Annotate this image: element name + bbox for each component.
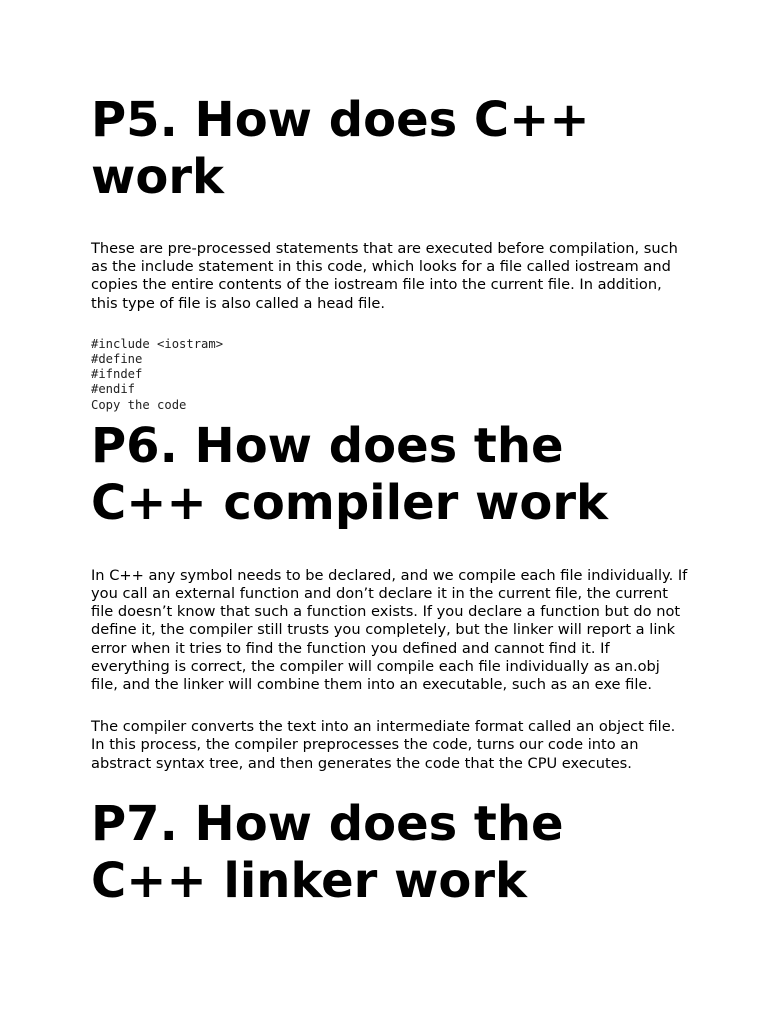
code-block bbox=[91, 337, 691, 413]
code-line: #ifndef bbox=[91, 367, 143, 382]
paragraph: The compiler converts the text into an intermediate format called an object file. In this process, the compiler preprocesses the code, turns our code into an abstract syntax tree, and then generates the code that the CPU executes. bbox=[91, 718, 676, 772]
code-line: #include <iostram> bbox=[91, 336, 224, 351]
copy-code-label: Copy the code bbox=[91, 397, 187, 412]
code-line: #define bbox=[91, 352, 143, 367]
section-heading-p6: P6. How does the C++ compiler work bbox=[91, 417, 608, 531]
paragraph: These are pre-processed statements that are executed before compilation, such as the include statement in this code, which looks for a file called iostream and copies the entire contents of the iostream file into the current file. In addition, this type of file is also called a head file. bbox=[91, 240, 678, 312]
section-heading-p5: P5. How does C++ work bbox=[91, 92, 590, 205]
document-page bbox=[91, 92, 691, 910]
section-heading-p7: P7. How does the C++ linker work bbox=[91, 795, 564, 909]
code-line: #endif bbox=[91, 382, 136, 397]
paragraph: In C++ any symbol needs to be declared, and we compile each file individually. If you call an external function and don’t declare it in the current file, the current file doesn’t know that such a function exists. If you declare a function but do not define it, the compiler still trusts you completely, but the linker will report a link error when it tries to find the function you defined and cannot find it. If everything is correct, the compiler will compile each file individually as an.obj file, and the linker will combine them into an executable, such as an exe file. bbox=[91, 566, 688, 694]
